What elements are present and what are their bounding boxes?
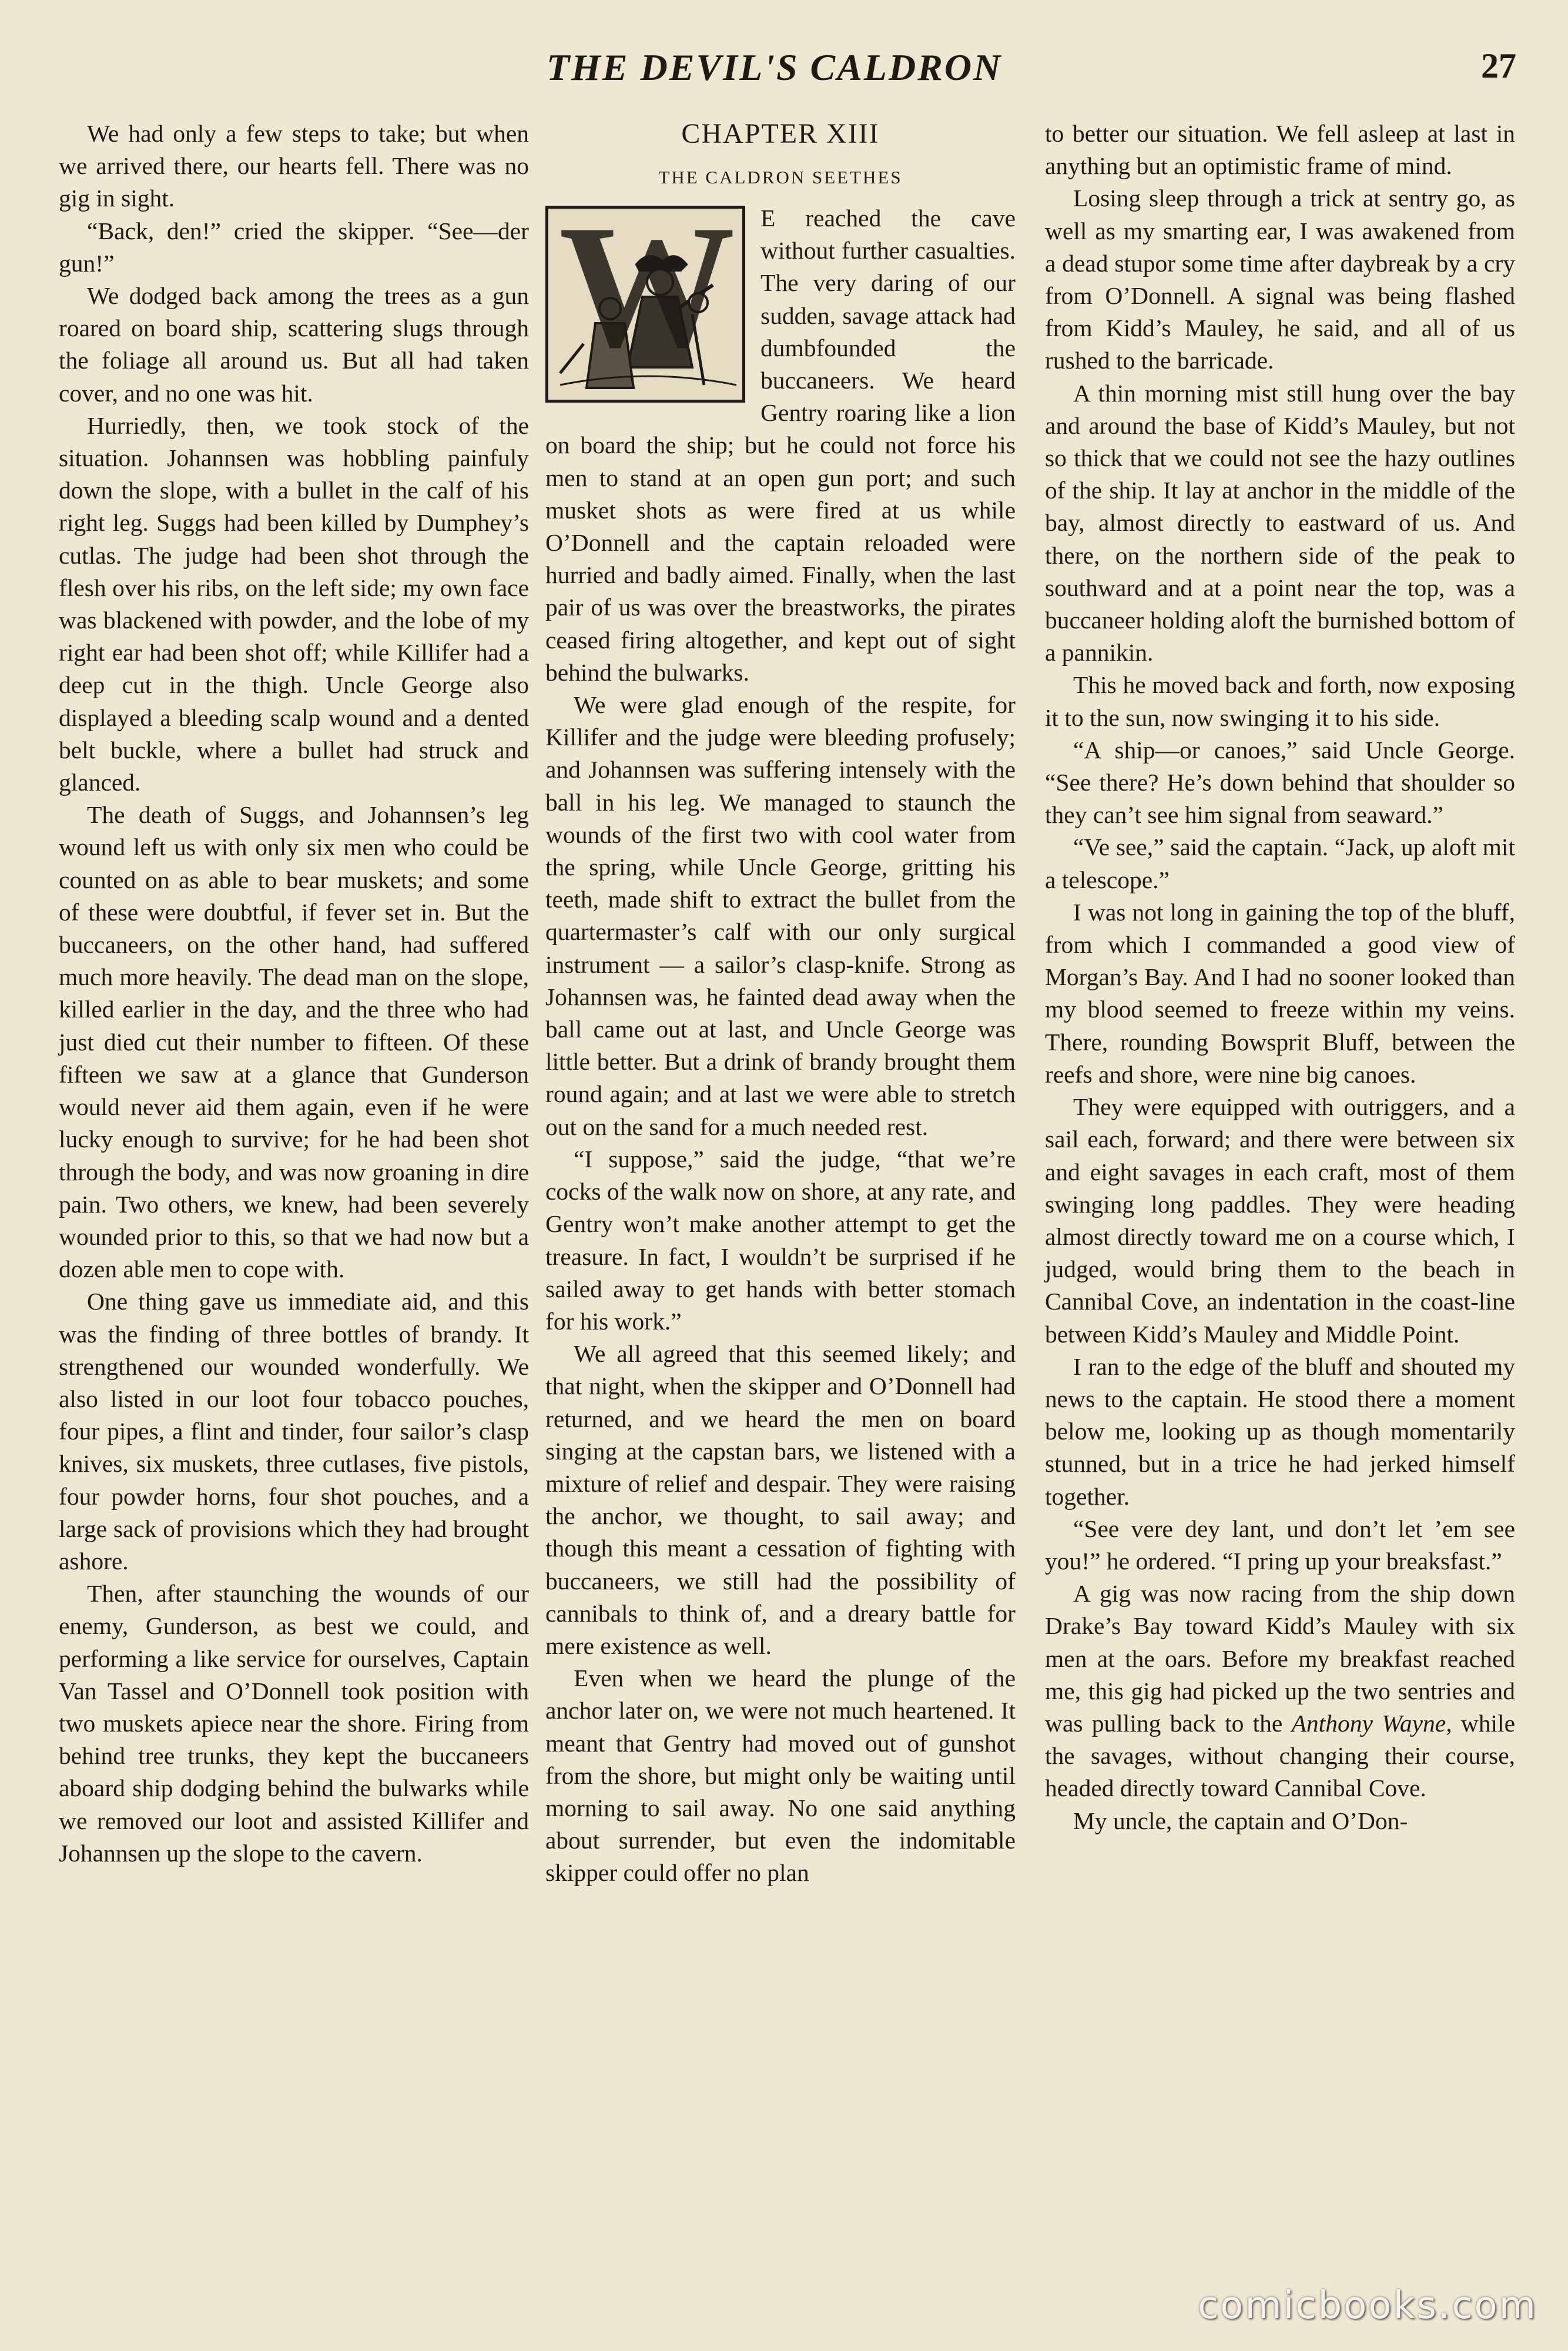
- paragraph: I ran to the edge of the bluff and shouted my news to the captain. He stood there a moment below me, looking up as though momentarily stunned, but in a trice he had jerked himself together.: [1045, 1352, 1515, 1510]
- running-title: THE DEVIL'S CALDRON: [547, 46, 1003, 88]
- paragraph: “Ve see,” said the captain. “Jack, up aloft mit a telescope.”: [1045, 833, 1515, 893]
- paragraph: “I suppose,” said the judge, “that we’re cocks of the walk now on shore, at any rate, and Gentry won’t make another attempt to get the treasure. In fact, I wouldn’t be surprised if he sailed away to get hands with better stomach for his work.”: [545, 1145, 1016, 1335]
- paragraph: “Back, den!” cried the skipper. “See—der gun!”: [59, 217, 529, 277]
- ship-name: Anthony Wayne,: [1291, 1709, 1452, 1737]
- paragraph: They were equipped with outriggers, and a sail each, forward; and there were between six and eight savages in each craft, most of them swinging long paddles. They were heading almost directly toward me on a course which, I judged, would bring them to the beach in Cannibal Cove, an indentation in the coast-line between Kidd’s Mauley and Middle Point.: [1045, 1093, 1515, 1348]
- text-column-2: [545, 118, 1016, 1890]
- paragraph: to better our situation. We fell asleep at last in anything but an optimistic frame of mind.: [1045, 120, 1515, 180]
- watermark: comicbooks.com: [1197, 2284, 1537, 2327]
- paragraph: My uncle, the captain and O’Don-: [1073, 1807, 1408, 1834]
- text-column-1: [59, 118, 529, 1870]
- text-run: A gig was now racing from the ship down Drake’s Bay toward Kidd’s Mauley with six men at the oars. Before my breakfast reached me, this gig had picked up the two sentries and was pulling back to the: [1045, 1580, 1515, 1737]
- paragraph: We were glad enough of the respite, for Killifer and the judge were bleeding profusely; and Johannsen was suffering intensely with the ball in his leg. We managed to staunch the wounds of the first two with cool water from the spring, while Uncle George, gritting his teeth, made shift to extract the bullet from the quartermaster’s calf with our only surgical instrument — a sailor’s clasp-knife. Strong as Johannsen was, he fainted dead away when the ball came out at last, and Uncle George was little better. But a drink of brandy brought them round again; and at last we were able to stretch out on the sand for a much needed rest.: [545, 691, 1016, 1140]
- paragraph: Even when we heard the plunge of the anchor later on, we were not much heartened. It meant that Gentry had moved out of gunshot from the shore, but might only be waiting until morning to sail away. No one said anything about surrender, but even the indomitable skipper could offer no plan: [545, 1665, 1016, 1887]
- paragraph: I was not long in gaining the top of the bluff, from which I commanded a good view of Morgan’s Bay. And I had no sooner looked than my blood seemed to freeze within my veins. There, rounding Bowsprit Bluff, between the reefs and shore, were nine big canoes.: [1045, 898, 1515, 1088]
- paragraph: The death of Suggs, and Johannsen’s leg wound left us with only six men who could be counted on as able to bear muskets; and some of these were doubtful, if fever set in. But the buccaneers, on the other hand, had suffered much more heavily. The dead man on the slope, killed earlier in the day, and the three who had just died cut their number to fifteen. Of these fifteen we saw at a glance that Gunderson would never aid them again, even if he were lucky enough to survive; for he had been shot through the body, and was now groaning in dire pain. Two others, we knew, had been severely wounded prior to this, so that we had now but a dozen able men to cope with.: [59, 801, 529, 1283]
- paragraph: One thing gave us immediate aid, and this was the finding of three bottles of brandy. It strengthened our wounded wonderfully. We also listed in our loot four tobacco pouches, four pipes, a flint and tinder, four sailor’s clasp knives, six muskets, three cutlases, five pistols, four powder horns, four shot pouches, and a large sack of provisions which they had brought ashore.: [59, 1288, 529, 1575]
- paragraph: A thin morning mist still hung over the bay and around the base of Kidd’s Mauley, but not so thick that we could not see the hazy outlines of the ship. It lay at anchor in the middle of the bay, almost directly to eastward of us. And there, on the northern side of the peak to southward and at a point near the top, was a buccaneer holding aloft the burnished bottom of a pannikin.: [1045, 379, 1515, 667]
- dropcap-letter: W: [559, 206, 735, 384]
- text-column-3: [1045, 118, 1515, 1837]
- paragraph: Hurriedly, then, we took stock of the situation. Johannsen was hobbling painfuly down the slope, with a bullet in the calf of his right leg. Suggs had been killed by Dumphey’s cutlas. The judge had been shot through the flesh over his ribs, on the left side; my own face was blackened with powder, and the lobe of my right ear had been shot off; while Killifer had a deep cut in the thigh. Uncle George also displayed a bleeding scalp wound and a dented belt buckle, where a bullet had struck and glanced.: [59, 411, 529, 796]
- running-head: [0, 46, 1568, 110]
- paragraph: This he moved back and forth, now exposing it to the sun, now swinging it to his side.: [1045, 671, 1515, 731]
- paragraph: We dodged back among the trees as a gun roared on board ship, scattering slugs through the foliage all around us. But all had taken cover, and no one was hit.: [59, 282, 529, 407]
- dropcap-illustration: [545, 206, 745, 403]
- paragraph: E reached the cave without further casualties. The very daring of our sudden, savage attack had dumbfounded the buccaneers. We heard Gentry roaring like a lion on board the ship; but he could not force his men to stand at an open gun port; and such musket shots as were fired at us while O’Donnell and the captain reloaded were hurried and badly aimed. Finally, when the last pair of us was over the breastworks, the pirates ceased firing altogether, and kept out of sight behind the bulwarks.: [545, 205, 1016, 686]
- page-number: 27: [1481, 46, 1516, 85]
- paragraph: Then, after staunching the wounds of our enemy, Gunderson, as best we could, and performing a like service for ourselves, Captain Van Tassel and O’Donnell took position with two muskets apiece near the shore. Firing from behind tree trunks, they kept the buccaneers aboard ship dodging behind the bulwarks while we removed our loot and assisted Killifer and Johannsen up the slope to the cavern.: [59, 1580, 529, 1867]
- paragraph: We all agreed that this seemed likely; and that night, when the skipper and O’Donnell had returned, and we heard the men on board singing at the capstan bars, we listened with a mixture of relief and despair. They were raising the anchor, we thought, to sail away; and though this meant a cessation of fighting with buccaneers, we still had the possibility of cannibals to think of, and a dreary battle for mere existence as well.: [545, 1340, 1016, 1659]
- chapter-subtitle: THE CALDRON SEETHES: [658, 167, 903, 187]
- text-run: while the savages, without changing their course, headed directly toward Cannibal Cove.: [1045, 1709, 1516, 1802]
- paragraph: “See vere dey lant, und don’t let ’em see you!” he ordered. “I pring up your breaksfast.”: [1045, 1515, 1515, 1575]
- paragraph: [1045, 1578, 1515, 1804]
- chapter-title: CHAPTER XIII: [681, 118, 880, 149]
- paragraph: We had only a few steps to take; but when we arrived there, our hearts fell. There was no gig in sight.: [59, 120, 529, 212]
- paragraph: Losing sleep through a trick at sentry go, as well as my smarting ear, I was awakened from a dead stupor some time after daybreak by a cry from O’Donnell. A signal was being flashed from Kidd’s Mauley, he said, and all of us rushed to the barricade.: [1045, 185, 1515, 374]
- paragraph: “A ship—or canoes,” said Uncle George. “See there? He’s down behind that shoulder so they can’t see him signal from seaward.”: [1045, 736, 1515, 829]
